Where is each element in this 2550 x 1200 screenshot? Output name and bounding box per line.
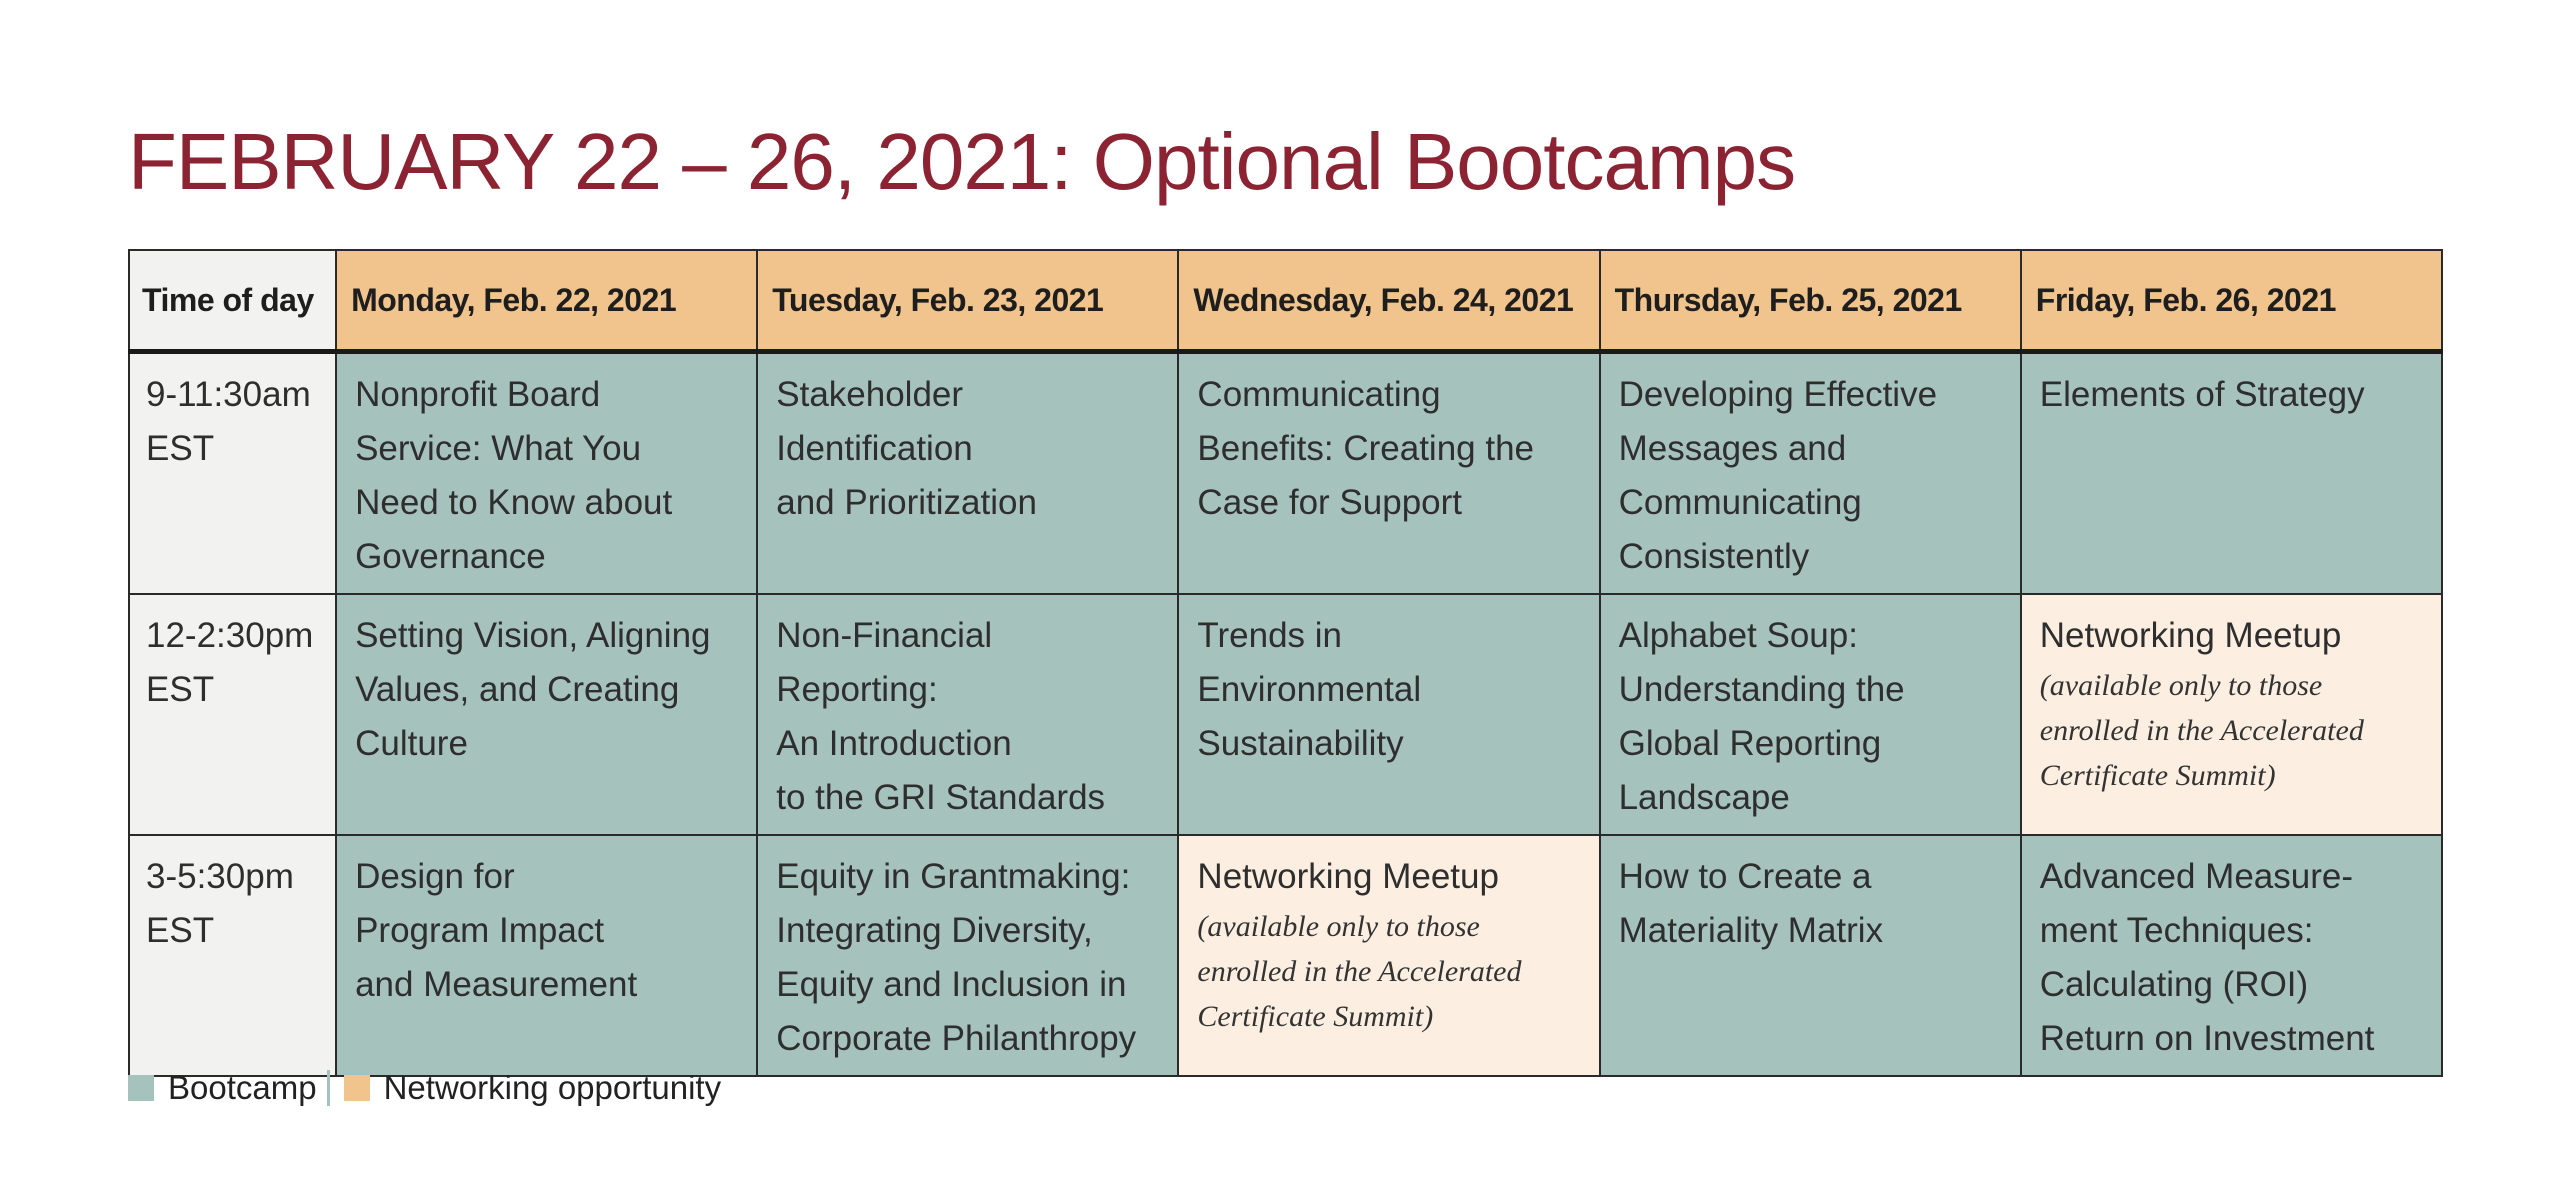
session-note-line: enrolled in the Accelerated (1197, 955, 1522, 988)
bootcamp-swatch (128, 1075, 154, 1101)
session-title-line: Identification (776, 429, 973, 468)
session-title-line: Calculating (ROI) (2039, 965, 2309, 1004)
bootcamp-session-monday (336, 594, 757, 835)
session-title-line: Networking Meetup (2039, 616, 2342, 655)
networking-swatch (344, 1075, 370, 1101)
session-title-line: Stakeholder (776, 375, 964, 414)
session-title-line: Elements of Strategy (2039, 375, 2365, 414)
session-title-line: Developing Effective (1618, 375, 1938, 414)
session-note-line: enrolled in the Accelerated (2039, 714, 2364, 747)
schedule-table (128, 249, 2443, 1077)
day-header-thursday: Thursday, Feb. 25, 2021 (1600, 250, 2021, 352)
session-title-line: Nonprofit Board (355, 375, 601, 414)
session-title-line: Sustainability (1197, 724, 1404, 763)
session-title-line: Networking Meetup (1197, 857, 1499, 896)
session-title-line: Trends in (1197, 616, 1343, 655)
time-slot-text: 12-2:30pm (146, 616, 314, 655)
bootcamp-session-friday (2021, 835, 2442, 1076)
bootcamp-session-monday (336, 835, 757, 1076)
schedule-body (129, 352, 2442, 1077)
session-title-line: Equity and Inclusion in (776, 965, 1127, 1004)
day-header-tuesday: Tuesday, Feb. 23, 2021 (757, 250, 1178, 352)
session-title-line: Values, and Creating (355, 670, 680, 709)
session-title-line: Communicating (1618, 483, 1862, 522)
session-title-line: Service: What You (355, 429, 642, 468)
session-title-line: Understanding the (1618, 670, 1905, 709)
header-row (129, 250, 2442, 352)
bootcamp-session-thursday (1600, 594, 2021, 835)
day-header-friday: Friday, Feb. 26, 2021 (2021, 250, 2442, 352)
time-slot-cell (129, 352, 336, 595)
session-title-line: Reporting: (776, 670, 938, 709)
session-title-line: Integrating Diversity, (776, 911, 1093, 950)
bootcamp-session-monday (336, 352, 757, 595)
bootcamp-session-friday (2021, 352, 2442, 595)
session-title-line: Corporate Philanthropy (776, 1019, 1137, 1058)
session-title-line: Need to Know about (355, 483, 673, 522)
time-slot-text: EST (146, 911, 215, 950)
networking-session-friday (2021, 594, 2442, 835)
bootcamp-session-tuesday (757, 594, 1178, 835)
legend-networking-label: Networking opportunity (383, 1069, 722, 1106)
session-note-line: Certificate Summit) (1197, 1000, 1434, 1033)
bootcamp-session-wednesday (1178, 352, 1599, 595)
session-title-line: Messages and (1618, 429, 1847, 468)
session-title-line: to the GRI Standards (776, 778, 1106, 817)
bootcamp-session-tuesday (757, 835, 1178, 1076)
schedule-row (129, 594, 2442, 835)
time-of-day-header: Time of day (129, 250, 336, 352)
session-title-line: Consistently (1618, 537, 1810, 576)
session-note-line: Certificate Summit) (2039, 759, 2276, 792)
session-title-line: Environmental (1197, 670, 1422, 709)
legend-divider (327, 1070, 330, 1106)
legend-bootcamp-label: Bootcamp (168, 1069, 317, 1106)
session-title-line: Communicating (1197, 375, 1441, 414)
session-title-line: Equity in Grantmaking: (776, 857, 1131, 896)
bootcamp-session-thursday (1600, 352, 2021, 595)
day-header-monday: Monday, Feb. 22, 2021 (336, 250, 757, 352)
session-title-line: Governance (355, 537, 546, 576)
session-title-line: Advanced Measure- (2039, 857, 2353, 896)
session-title-line: Program Impact (355, 911, 605, 950)
session-note-line: (available only to those (2039, 669, 2323, 702)
session-title-line: Landscape (1618, 778, 1790, 817)
session-title-line: Setting Vision, Aligning (355, 616, 711, 655)
session-title-line: Non-Financial (776, 616, 993, 655)
session-title-line: Benefits: Creating the (1197, 429, 1535, 468)
session-title-line: ment Techniques: (2039, 911, 2314, 950)
time-slot-text: 3-5:30pm (146, 857, 294, 896)
session-title-line: Return on Investment (2039, 1019, 2375, 1058)
session-title-line: Materiality Matrix (1618, 911, 1884, 950)
session-title-line: Global Reporting (1618, 724, 1882, 763)
legend (128, 1066, 721, 1110)
time-slot-text: EST (146, 670, 215, 709)
session-title-line: Culture (355, 724, 468, 763)
session-title-line: Alphabet Soup: (1618, 616, 1858, 655)
session-note-line: (available only to those (1197, 910, 1480, 943)
session-title-line: and Measurement (355, 965, 638, 1004)
time-slot-text: 9-11:30am (146, 375, 311, 414)
session-title-line: Case for Support (1197, 483, 1463, 522)
bootcamp-session-tuesday (757, 352, 1178, 595)
session-title-line: How to Create a (1618, 857, 1872, 896)
session-title-line: An Introduction (776, 724, 1012, 763)
time-slot-text: EST (146, 429, 215, 468)
session-title-line: and Prioritization (776, 483, 1037, 522)
bootcamp-session-wednesday (1178, 594, 1599, 835)
bootcamp-session-thursday (1600, 835, 2021, 1076)
time-slot-cell (129, 594, 336, 835)
session-title-line: Design for (355, 857, 515, 896)
networking-session-wednesday (1178, 835, 1599, 1076)
schedule-row (129, 835, 2442, 1076)
time-slot-cell (129, 835, 336, 1076)
schedule-row (129, 352, 2442, 595)
page-title: FEBRUARY 22 – 26, 2021: Optional Bootcamps (128, 117, 1796, 206)
day-header-wednesday: Wednesday, Feb. 24, 2021 (1178, 250, 1599, 352)
